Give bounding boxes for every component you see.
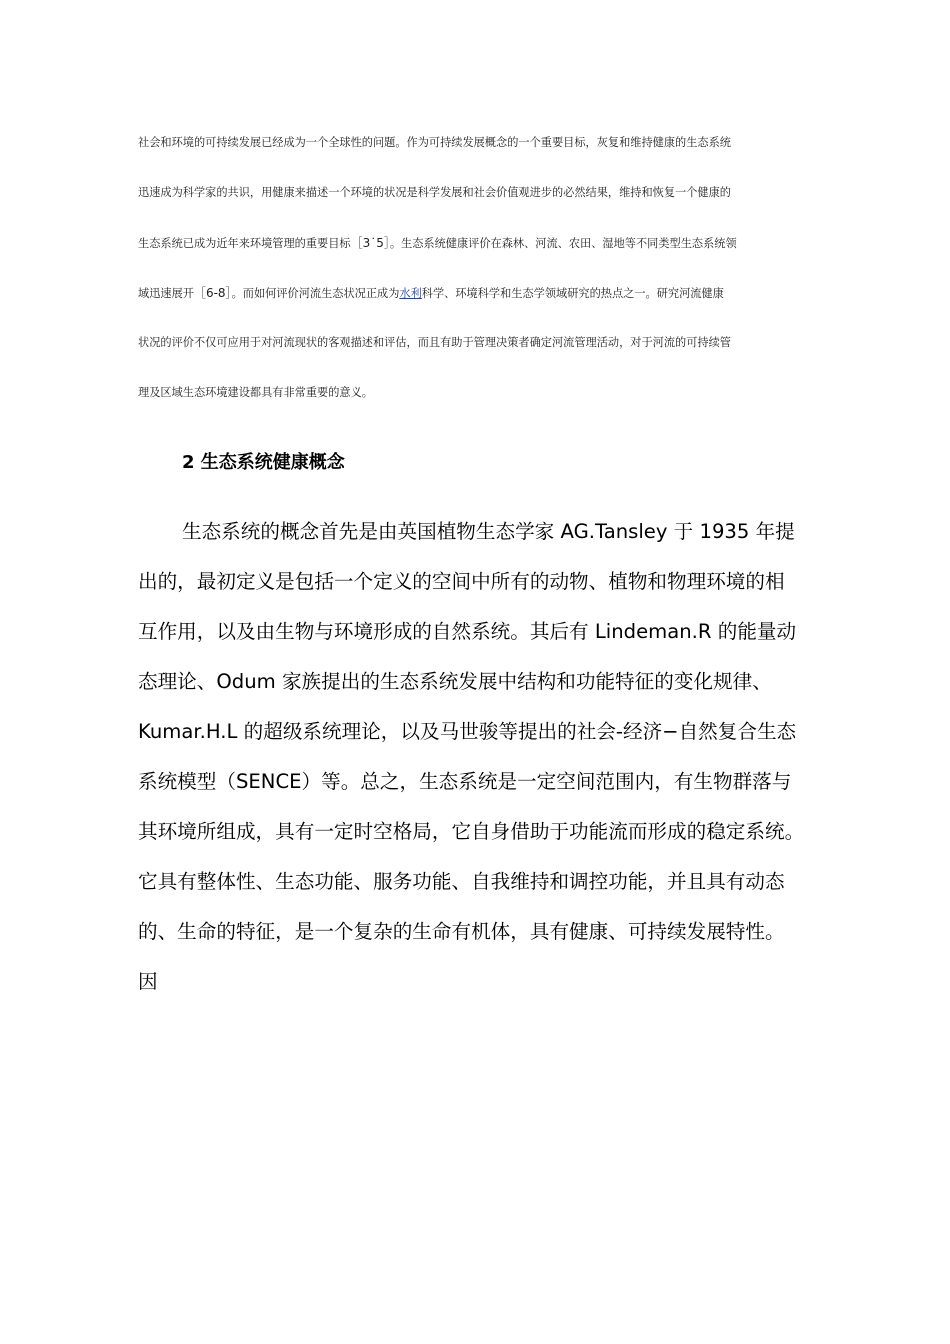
intro-line bbox=[138, 183, 818, 233]
body-line: 出的，最初定义是包括一个定义的空间中所有的动物、植物和物理环境的相 bbox=[138, 570, 785, 593]
shuili-link[interactable]: 水利 bbox=[399, 287, 422, 300]
intro-text: 。而如何评价河流生态状况正成为 bbox=[231, 287, 400, 300]
body-line: 其环境所组成，具有一定时空格局，它自身借助于功能流而形成的稳定系统。 bbox=[138, 820, 805, 843]
body-line: 态理论、Odum 家族提出的生态系统发展中结构和功能特征的变化规律、 bbox=[138, 670, 772, 693]
intro-paragraph bbox=[138, 133, 818, 433]
intro-text: 生态系统已成为近年来环境管理的重要目标 bbox=[138, 237, 351, 250]
intro-text: 域迅速展开 bbox=[138, 287, 194, 300]
intro-line bbox=[138, 133, 818, 183]
body-line: 系统模型（SENCE）等。总之，生态系统是一定空间范围内，有生物群落与 bbox=[138, 770, 792, 793]
body-line: 互作用，以及由生物与环境形成的自然系统。其后有 Lindeman.R 的能量动 bbox=[138, 620, 797, 643]
body-line: 它具有整体性、生态功能、服务功能、自我维持和调控功能，并且具有动态 bbox=[138, 870, 785, 893]
citation-ref: ［3˙5］ bbox=[350, 236, 390, 250]
intro-text: 科学、环境科学和生态学领域研究的热点之一。研究河流健康 bbox=[421, 287, 724, 300]
body-line: 生态系统的概念首先是由英国植物生态学家 AG.Tansley 于 1935 年提 bbox=[182, 520, 795, 543]
body-line: Kumar.H.L 的超级系统理论，以及马世骏等提出的社会-经济−自然复合生态 bbox=[138, 720, 797, 743]
intro-line bbox=[138, 333, 818, 383]
intro-text: 理及区域生态环境建设都具有非常重要的意义。 bbox=[138, 386, 373, 399]
intro-line bbox=[138, 383, 818, 433]
citation-ref: ［6-8］ bbox=[193, 286, 232, 300]
body-line: 因 bbox=[138, 970, 158, 993]
intro-text: 社会和环境的可持续发展已经成为一个全球性的问题。作为可持续发展概念的一个重要目标，灰复和维持健康的生态系统 bbox=[138, 136, 731, 149]
intro-text: 迅速成为科学家的共识，用健康来描述一个环境的状况是科学发展和社会价值观进步的必然结果，维持和恢复一个健康的 bbox=[138, 186, 731, 199]
intro-text: 。生态系统健康评价在森林、河流、农田、湿地等不同类型生态系统领 bbox=[389, 237, 737, 250]
intro-line bbox=[138, 283, 818, 333]
body-line: 的、生命的特征，是一个复杂的生命有机体，具有健康、可持续发展特性。 bbox=[138, 920, 785, 943]
body-paragraph bbox=[138, 517, 828, 1017]
intro-line bbox=[138, 233, 818, 283]
intro-text: 状况的评价不仅可应用于对河流现状的客观描述和评估，而且有助于管理决策者确定河流管理活动，对于河流的可持续管 bbox=[138, 336, 731, 349]
section-heading: 2 生态系统健康概念 bbox=[182, 452, 345, 473]
